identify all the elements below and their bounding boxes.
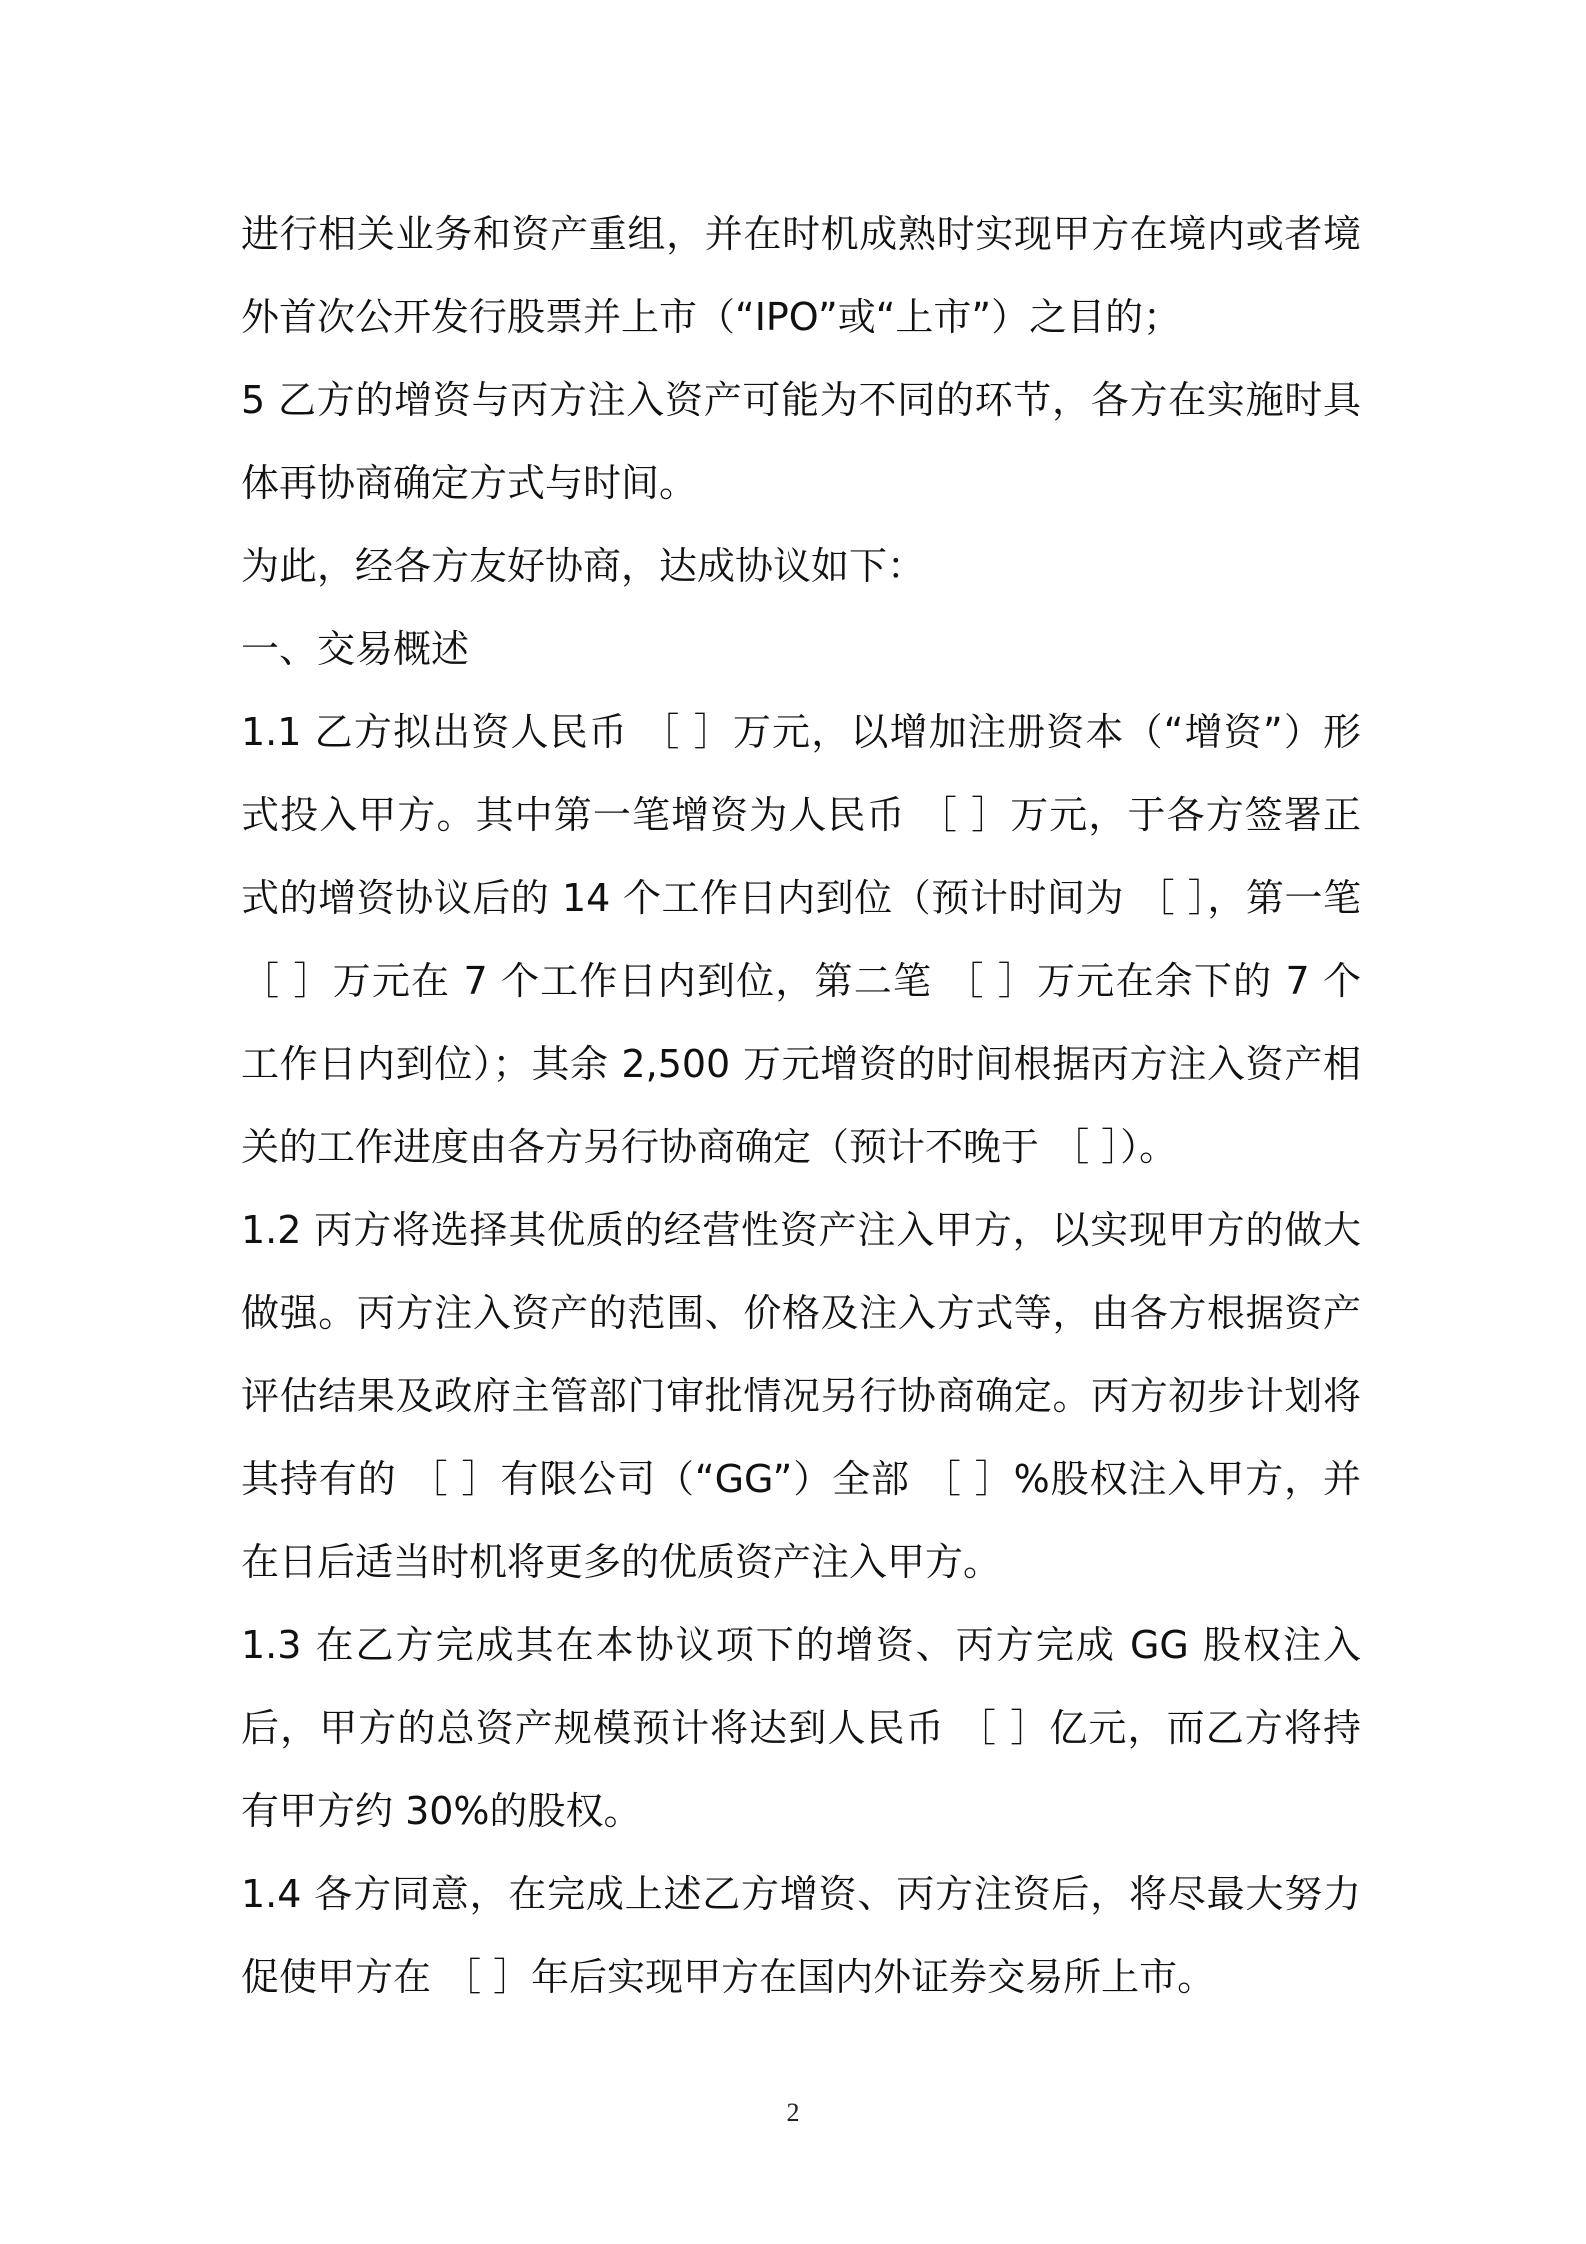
paragraph-intro-continuation: 进行相关业务和资产重组，并在时机成熟时实现甲方在境内或者境外首次公开发行股票并上市（“IPO”或“上市”）之目的； [241, 212, 1361, 339]
paragraph-item-5: 5 乙方的增资与丙方注入资产可能为不同的环节，各方在实施时具体再协商确定方式与时间。 [241, 378, 1361, 505]
document-body [241, 193, 1361, 2019]
section-heading-transaction-overview: 一、交易概述 [241, 627, 470, 671]
clause-1-3: 1.3 在乙方完成其在本协议项下的增资、丙方完成 GG 股权注入后，甲方的总资产规模预计将达到人民币 ［ ］亿元，而乙方将持有甲方约 30%的股权。 [241, 1623, 1361, 1833]
paragraph-agreement-lead: 为此，经各方友好协商，达成协议如下： [241, 544, 926, 588]
page-number: 2 [786, 2098, 800, 2127]
clause-1-2: 1.2 丙方将选择其优质的经营性资产注入甲方，以实现甲方的做大做强。丙方注入资产的范围、价格及注入方式等，由各方根据资产评估结果及政府主管部门审批情况另行协商确定。丙方初步计划将其持有的 ［ ］有限公司（“GG”）全部 ［ ］%股权注入甲方，并在日后适当时机将更多的优质资产注入甲方。 [241, 1208, 1361, 1584]
clause-1-4: 1.4 各方同意，在完成上述乙方增资、丙方注资后，将尽最大努力促使甲方在 ［ ］年后实现甲方在国内外证券交易所上市。 [241, 1872, 1361, 1999]
clause-1-1: 1.1 乙方拟出资人民币 ［ ］万元，以增加注册资本（“增资”）形式投入甲方。其中第一笔增资为人民币 ［ ］万元，于各方签署正式的增资协议后的 14 个工作日内到位（预计时间为 ［ ］，第一笔 ［ ］万元在 7 个工作日内到位，第二笔 ［ ］万元在余下的 7 个工作日内到位）；其余 2,500 万元增资的时间根据丙方注入资产相关的工作进度由各方另行协商确定（预计不晚于 ［ ］）。 [241, 710, 1361, 1169]
